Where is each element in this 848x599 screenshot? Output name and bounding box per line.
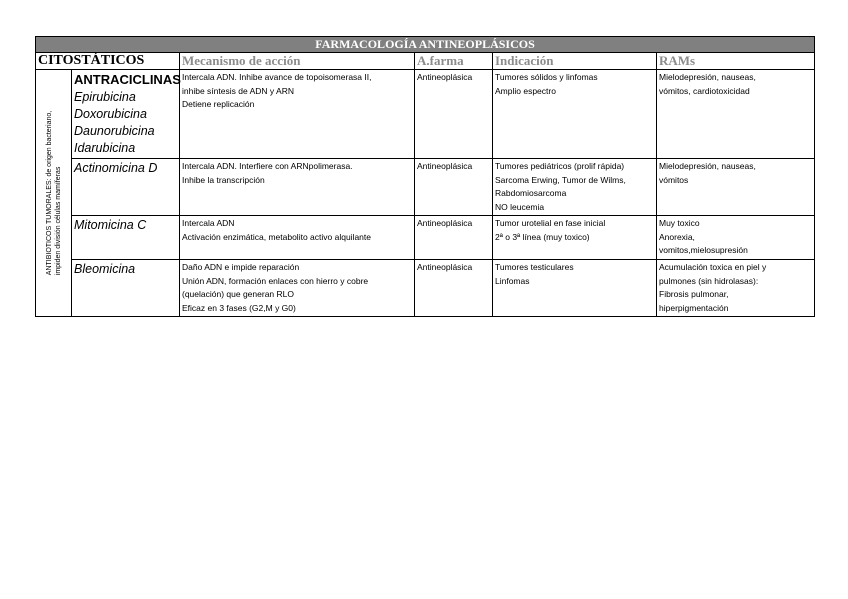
- drug-cell: [72, 260, 180, 317]
- table-row: [36, 159, 815, 216]
- header-afarma: A.farma: [415, 53, 493, 70]
- header-rams: RAMs: [657, 53, 815, 70]
- text-line: 2ª o 3ª línea (muy toxico): [495, 231, 590, 242]
- table-title-row: [36, 37, 815, 53]
- table-row: [36, 260, 815, 317]
- side-label-line2: impiden división células mamíferas: [54, 166, 62, 276]
- drug-name: Bleomicina: [74, 262, 136, 276]
- indicacion-cell: [493, 159, 657, 216]
- drug-group-title: ANTRACICLINAS: [74, 72, 181, 87]
- text-line: Anorexia,: [659, 231, 695, 242]
- indicacion-cell: [493, 260, 657, 317]
- text-line: vomitos,mielosupresión: [659, 245, 748, 255]
- header-mecanismo: Mecanismo de acción: [180, 53, 415, 70]
- text-line: Acumulación toxica en piel y: [659, 262, 767, 272]
- text-line: Fibrosis pulmonar,: [659, 289, 729, 299]
- indicacion-cell: [493, 70, 657, 159]
- text-line: Intercala ADN. Interfiere con ARNpolimerasa.: [182, 161, 353, 171]
- text-line: Intercala ADN. Inhibe avance de topoisomerasa II,: [182, 72, 372, 82]
- text-line: hiperpigmentación: [659, 302, 729, 313]
- drug-cell: [72, 216, 180, 260]
- text-line: Linfomas: [495, 275, 530, 286]
- pharmacology-table-sheet: [35, 36, 814, 317]
- text-line: Mielodepresión, nauseas,: [659, 72, 756, 82]
- mecanismo-cell: [180, 159, 415, 216]
- afarma-cell: Antineoplásica: [415, 70, 493, 159]
- text-line: Tumores testiculares: [495, 262, 574, 272]
- text-line: Activación enzimática, metabolito activo alquilante: [182, 231, 371, 242]
- drug-name: Idarubicina: [74, 141, 136, 155]
- rams-cell: [657, 260, 815, 317]
- drug-name: Doxorubicina: [74, 107, 147, 121]
- mecanismo-cell: [180, 70, 415, 159]
- drug-cell: [72, 70, 180, 159]
- side-label-line1: ANTIBIOTICOS TUMORALES: de origen bacteriano,: [45, 110, 53, 276]
- header-indicacion: Indicación: [493, 53, 657, 70]
- table-row: [36, 216, 815, 260]
- afarma-cell: Antineoplásica: [415, 260, 493, 317]
- rams-cell: [657, 216, 815, 260]
- text-line: Intercala ADN: [182, 218, 235, 228]
- table-title: FARMACOLOGÍA ANTINEOPLÁSICOS: [36, 37, 815, 53]
- text-line: Muy toxico: [659, 218, 700, 228]
- drug-name: Epirubicina: [74, 90, 136, 104]
- drug-name: Mitomicina C: [74, 218, 147, 232]
- header-row: [36, 53, 815, 70]
- text-line: (quelación) que generan RLO: [182, 289, 294, 299]
- side-category-label: [36, 70, 72, 317]
- text-line: Sarcoma Erwing, Tumor de Wilms,: [495, 174, 626, 185]
- mecanismo-cell: [180, 216, 415, 260]
- text-line: NO leucemia: [495, 201, 545, 212]
- text-line: Amplio espectro: [495, 85, 556, 96]
- text-line: vómitos, cardiotoxicidad: [659, 85, 750, 96]
- rams-cell: [657, 159, 815, 216]
- text-line: Unión ADN, formación enlaces con hierro y cobre: [182, 275, 369, 286]
- text-line: Tumor urotelial en fase inicial: [495, 218, 606, 228]
- drug-name: Daunorubicina: [74, 124, 155, 138]
- table-row: [36, 70, 815, 159]
- afarma-cell: Antineoplásica: [415, 159, 493, 216]
- text-line: vómitos: [659, 174, 689, 185]
- text-line: Detiene replicación: [182, 99, 255, 109]
- text-line: Daño ADN e impide reparación: [182, 262, 300, 272]
- text-line: Eficaz en 3 fases (G2,M y G0): [182, 302, 296, 313]
- afarma-cell: Antineoplásica: [415, 216, 493, 260]
- mecanismo-cell: [180, 260, 415, 317]
- drug-cell: [72, 159, 180, 216]
- indicacion-cell: [493, 216, 657, 260]
- text-line: Mielodepresión, nauseas,: [659, 161, 756, 171]
- text-line: Tumores sólidos y linfomas: [495, 72, 598, 82]
- text-line: pulmones (sin hidrolasas):: [659, 275, 759, 286]
- text-line: inhibe síntesis de ADN y ARN: [182, 85, 294, 96]
- text-line: Tumores pediátricos (prolif rápida): [495, 161, 625, 171]
- header-citostaticos: CITOSTÁTICOS: [36, 53, 180, 70]
- text-line: Inhibe la transcripción: [182, 174, 265, 185]
- rams-cell: [657, 70, 815, 159]
- text-line: Rabdomiosarcoma: [495, 188, 567, 198]
- drug-name: Actinomicina D: [74, 161, 158, 175]
- antineoplastic-table: [35, 36, 815, 317]
